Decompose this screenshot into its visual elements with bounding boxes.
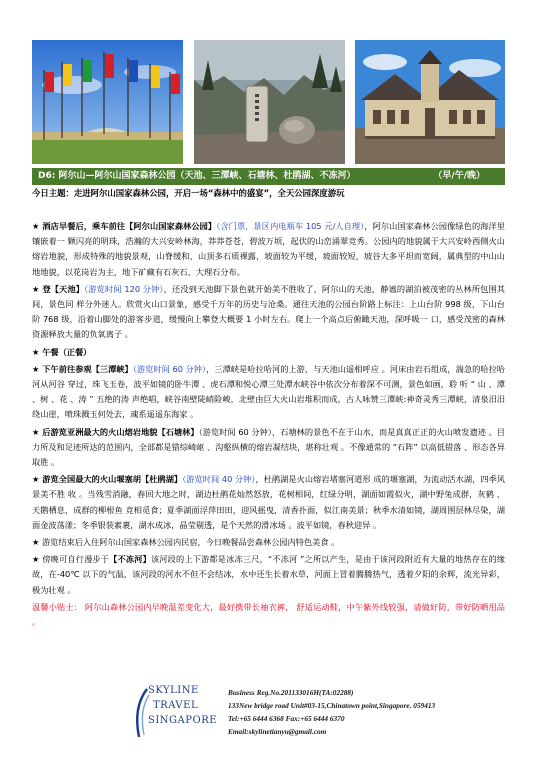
itinerary-paragraph (32, 345, 505, 360)
paragraph-segment: （游览时间 60 分钟），石塘林的景色不在于山水，而是真真正正的火山喷发遗迹 。目力所及和足迹所达的范围内，全部都是错综崎岖 、沟壑纵横的熔岩凝结块，堪称壮观 。不像通常的 “石阵” 以高低错落 、形态各异取胜 。 (32, 426, 505, 468)
business-reg: Business Reg.No.201133016H(TA:02288) (228, 688, 354, 697)
company-email: Email:skylinetianyu@gmail.com (228, 727, 327, 736)
photo-strip (32, 40, 505, 164)
itinerary-body (32, 219, 505, 632)
paragraph-segment: （含门票，景区内电瓶车 105 元/人自理） (216, 221, 365, 231)
paragraph-segment: ★ 游览全国最大的火山堰塞胡【杜鹃湖】 (32, 474, 183, 485)
itinerary-paragraph (32, 219, 505, 280)
paragraph-segment: ★ 傍晚可自行漫步于 (32, 554, 110, 565)
day-theme: 今日主题：走进阿尔山国家森林公园，开启一场“森林中的盛宴”，全天公园深度游玩 (32, 188, 345, 198)
paragraph-segment: 温馨小贴士： 阿尔山森林公园内早晚温差变化大，最好携带长袖衣裤， 舒适运动鞋，中午紫外线较强，请做好防，带好防晒用品 。 (32, 601, 505, 628)
railway-station-photo (355, 40, 505, 164)
paragraph-segment: ，还没到天池脚下景色就开始美不胜收了，阿尔山的天池，静谧的湖泊被茂密的丛林所包围其间，景色同 样分外迷人。欣赏火山口景象，感受千万年的历史与沧桑。通往天池的公园台阶路上标注：上山台阶 998 级，下山台阶 768 级，沿着山脚处的游客步道，缓慢向上攀登大概要 1 小时左右。爬上一个高点后俯瞰天池，深呼吸一 口，感受茂密的森林资源释放大量的负氧离子 。 (32, 283, 505, 340)
itinerary-paragraph (32, 282, 505, 343)
paragraph-segment: ★ 酒店早餐后，乘车前往【阿尔山国家森林公园】 (32, 221, 217, 231)
meals-label: （早/午/晚） (433, 171, 485, 181)
itinerary-paragraph (32, 425, 505, 471)
paragraph-segment: （游览时间 40 分钟） (182, 474, 256, 485)
company-logo (131, 683, 219, 741)
paragraph-segment: ★ 游览结束后入住阿尔山国家森林公园内民宿，今日晚餐品尝森林公园内特色美食 。 (32, 537, 340, 548)
company-phone-fax: Tel:+65 6444 6368 Fax:+65 6444 6370 (228, 714, 345, 723)
paragraph-segment: 【不冻河】 (109, 554, 151, 565)
prayer-flags-photo (32, 40, 183, 164)
logo-line: TRAVEL (153, 700, 199, 711)
paragraph-segment: ★ 后游览亚洲最大的火山熔岩地貌【石塘林】 (32, 426, 199, 437)
paragraph-segment: 该河段的上下游都是冰冻三尺，“不冻河 ”之所以产生，是由于该河段附近有大量的地热存在的缘故，在-40℃ 以下的气温，该河段的河水不但不会结冰，水中还生长着水草，河面上冒着腾腾热气，透着夕阳的余辉，流光异彩，极为壮观 。 (32, 554, 505, 595)
paragraph-segment: ，三潭峡是哈拉哈河的上游，与天池山遥相呼应 。河床由岩石组成，湍急的哈拉哈河从河谷 穿过，珠飞玉卷，波平如镜的卧牛潭 、虎石潭和悦心潭三处潭水峡谷中依次分布着深不可测，景色如画，聆 听 “ 山 、潭 、树 、花 、涛 ” 五绝的涛 声绝唱，峡谷南壁陡峭险峻，北壁由巨大火山岩堆积而成，古人咏赞三潭峡:神奇灵秀三潭峡，清泉汨汨绕山崖，喷珠溅玉何处去，魂系遥遥东海家 。 (32, 363, 505, 420)
logo-line: SINGAPORE (148, 715, 218, 726)
itinerary-paragraph (32, 552, 505, 598)
paragraph-segment: ，阿尔山国家森林公园像绿色的海洋里镶嵌着一 颗闪亮的明珠，浩瀚的大兴安岭林海，莽莽苍苍，碧波万顷，起伏的山峦涌翠竞秀。公园内的地貌属于大兴安岭西侧火山熔岩地貌，形成特殊的地貌景观，山脊缓和，山顶多石质裸露，坡面较为平缓，坡面较短，坡谷大多平坦而宽阔，属典型的中山山地地貌，以花岗岩为主，地下矿藏有石灰石、大理石分布。 (32, 221, 505, 277)
paragraph-segment: ，杜鹃湖是火山熔岩堵塞河道形 成的堰塞湖，为流动活水湖，四季风景美不胜 收 。当残雪消融，春回大地之时，湖边杜鹃花灿然怒放，花树相间，红绿分明，湖面如霞似火，湖中野兔成群，灰鹤 、天鹅栖息，成群的柳根鱼 竞相觅食；夏季湖面浮萍田田，迎风摇曳，清香扑面，似江南美景；秋季水清如镜，湖周围层林尽染，湖面金波荡漾；冬季银装素裹，湖水成冰，晶莹剔透，是个天然的滑冰场 。波平如镜，春秋迎异 。 (32, 474, 505, 530)
itinerary-paragraph (32, 535, 505, 550)
company-info (228, 686, 528, 738)
company-address: 133New bridge road Unit#03-15,Chinatown point,Singapore. 059413 (228, 701, 436, 710)
itinerary-paragraph (32, 600, 505, 630)
day-header-bar (32, 168, 505, 185)
paragraph-segment: ★ 下午前往参观【三潭峡】 (32, 363, 133, 374)
day-title: D6: 阿尔山—阿尔山国家森林公园（天池、三潭峡、石塘林、杜鹃湖、不冻河） (38, 171, 356, 181)
paragraph-segment: ★ 午餐（正餐） (32, 346, 92, 357)
logo-line: SKYLINE (148, 685, 199, 696)
itinerary-paragraph (32, 362, 505, 423)
paragraph-segment: （游览时间 120 分钟） (84, 283, 164, 294)
forest-park-stone-sign-photo (194, 40, 345, 164)
paragraph-segment: （游览时间 60 分钟） (132, 363, 207, 374)
itinerary-paragraph (32, 472, 505, 533)
paragraph-segment: ★ 登【天池】 (32, 283, 85, 294)
footer (0, 681, 538, 741)
